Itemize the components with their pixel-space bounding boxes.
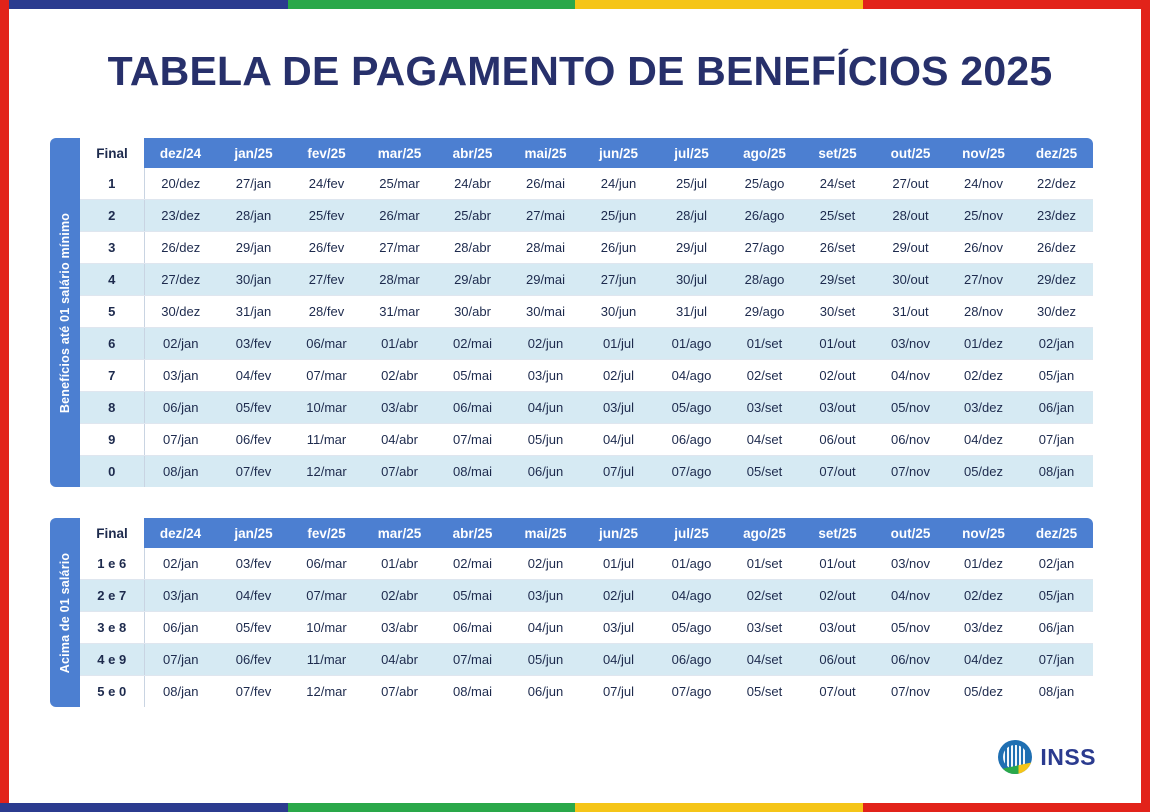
payment-date-cell: 04/fev	[217, 580, 290, 612]
payment-date-cell: 30/jun	[582, 296, 655, 328]
row-final-digit: 8	[80, 392, 144, 424]
payment-date-cell: 29/mai	[509, 264, 582, 296]
payment-date-cell: 02/jun	[509, 328, 582, 360]
payment-date-cell: 29/jul	[655, 232, 728, 264]
payment-date-cell: 25/abr	[436, 200, 509, 232]
payment-date-cell: 03/set	[728, 612, 801, 644]
payment-date-cell: 03/set	[728, 392, 801, 424]
payment-date-cell: 27/fev	[290, 264, 363, 296]
payment-date-cell: 05/ago	[655, 612, 728, 644]
payment-date-cell: 26/set	[801, 232, 874, 264]
payment-date-cell: 05/jun	[509, 424, 582, 456]
payment-date-cell: 02/jan	[1020, 548, 1093, 580]
row-final-digit: 3	[80, 232, 144, 264]
payment-date-cell: 24/nov	[947, 168, 1020, 200]
row-final-digit: 4 e 9	[80, 644, 144, 676]
row-final-digit: 1 e 6	[80, 548, 144, 580]
payment-date-cell: 01/out	[801, 548, 874, 580]
payment-date-cell: 03/jan	[144, 580, 217, 612]
payment-date-cell: 28/ago	[728, 264, 801, 296]
column-header-month: jun/25	[582, 138, 655, 168]
payment-date-cell: 08/jan	[1020, 676, 1093, 708]
payment-date-cell: 07/out	[801, 676, 874, 708]
payment-date-cell: 24/abr	[436, 168, 509, 200]
table-row	[80, 296, 1093, 328]
payment-date-cell: 07/mar	[290, 360, 363, 392]
payment-date-cell: 27/mar	[363, 232, 436, 264]
payment-date-cell: 01/out	[801, 328, 874, 360]
benefits-table-above-minimum-wage	[50, 518, 1093, 707]
payment-date-cell: 12/mar	[290, 456, 363, 488]
payment-date-cell: 27/ago	[728, 232, 801, 264]
payment-date-cell: 07/jan	[1020, 644, 1093, 676]
payment-date-cell: 01/dez	[947, 328, 1020, 360]
payment-date-cell: 31/jul	[655, 296, 728, 328]
payment-date-cell: 04/nov	[874, 580, 947, 612]
left-red-rail	[0, 0, 9, 812]
payment-date-cell: 05/nov	[874, 392, 947, 424]
column-header-month: jan/25	[217, 518, 290, 548]
table-row	[80, 200, 1093, 232]
payment-date-cell: 04/jun	[509, 612, 582, 644]
payment-date-cell: 04/abr	[363, 424, 436, 456]
row-final-digit: 9	[80, 424, 144, 456]
table-row	[80, 612, 1093, 644]
inss-wordmark: INSS	[1040, 743, 1096, 770]
table-row	[80, 392, 1093, 424]
payment-date-cell: 02/mai	[436, 548, 509, 580]
table-1-body	[80, 168, 1093, 487]
payment-date-cell: 25/set	[801, 200, 874, 232]
payment-date-cell: 08/jan	[144, 676, 217, 708]
payment-date-cell: 25/jul	[655, 168, 728, 200]
payment-date-cell: 02/jan	[144, 548, 217, 580]
payment-date-cell: 10/mar	[290, 392, 363, 424]
column-header-month: abr/25	[436, 518, 509, 548]
payment-date-cell: 06/fev	[217, 644, 290, 676]
payment-date-cell: 07/out	[801, 456, 874, 488]
payment-date-cell: 07/abr	[363, 676, 436, 708]
column-header-month: out/25	[874, 138, 947, 168]
table-row	[80, 580, 1093, 612]
payment-date-cell: 02/mai	[436, 328, 509, 360]
payment-date-cell: 01/jul	[582, 328, 655, 360]
payment-date-cell: 05/jan	[1020, 360, 1093, 392]
table-side-label-minimum-wage	[50, 138, 80, 487]
column-header-month: nov/25	[947, 518, 1020, 548]
payment-date-cell: 31/jan	[217, 296, 290, 328]
payment-date-cell: 06/out	[801, 424, 874, 456]
payment-date-cell: 03/jan	[144, 360, 217, 392]
payment-date-cell: 26/mai	[509, 168, 582, 200]
payment-date-cell: 01/set	[728, 328, 801, 360]
payment-date-cell: 03/dez	[947, 612, 1020, 644]
payment-date-cell: 02/out	[801, 580, 874, 612]
column-header-month: jun/25	[582, 518, 655, 548]
column-header-month: ago/25	[728, 138, 801, 168]
payment-date-cell: 25/ago	[728, 168, 801, 200]
payment-date-cell: 08/jan	[144, 456, 217, 488]
payment-date-cell: 03/nov	[874, 548, 947, 580]
payment-date-cell: 03/jun	[509, 580, 582, 612]
column-header-month: dez/24	[144, 518, 217, 548]
payment-date-cell: 07/jul	[582, 676, 655, 708]
payment-date-cell: 07/jan	[1020, 424, 1093, 456]
payment-date-cell: 08/mai	[436, 676, 509, 708]
payment-date-cell: 24/set	[801, 168, 874, 200]
payment-date-cell: 04/jun	[509, 392, 582, 424]
payment-date-cell: 03/jun	[509, 360, 582, 392]
payment-date-cell: 04/ago	[655, 580, 728, 612]
column-header-month: dez/25	[1020, 518, 1093, 548]
payment-date-cell: 05/fev	[217, 612, 290, 644]
table-row	[80, 456, 1093, 488]
payment-date-cell: 07/mar	[290, 580, 363, 612]
payment-date-cell: 07/nov	[874, 676, 947, 708]
payment-date-cell: 26/fev	[290, 232, 363, 264]
payment-date-cell: 04/ago	[655, 360, 728, 392]
column-header-month: mar/25	[363, 138, 436, 168]
column-header-month: abr/25	[436, 138, 509, 168]
payment-date-cell: 06/jun	[509, 676, 582, 708]
payment-date-cell: 06/nov	[874, 644, 947, 676]
color-segment-green	[288, 0, 576, 9]
color-segment-blue	[0, 0, 288, 9]
column-header-month: jan/25	[217, 138, 290, 168]
table-row	[80, 548, 1093, 580]
column-header-month: mar/25	[363, 518, 436, 548]
payment-date-cell: 26/ago	[728, 200, 801, 232]
payment-date-cell: 11/mar	[290, 424, 363, 456]
payment-date-cell: 30/jan	[217, 264, 290, 296]
payment-date-cell: 07/ago	[655, 676, 728, 708]
table-2-body	[80, 548, 1093, 707]
payment-date-cell: 27/jun	[582, 264, 655, 296]
payment-date-cell: 25/nov	[947, 200, 1020, 232]
payment-date-cell: 27/jan	[217, 168, 290, 200]
payment-date-cell: 01/abr	[363, 328, 436, 360]
payment-date-cell: 11/mar	[290, 644, 363, 676]
payment-date-cell: 28/jul	[655, 200, 728, 232]
column-header-month: dez/25	[1020, 138, 1093, 168]
payment-date-cell: 04/jul	[582, 424, 655, 456]
payment-date-cell: 31/mar	[363, 296, 436, 328]
payment-date-cell: 02/abr	[363, 360, 436, 392]
payment-date-cell: 22/dez	[1020, 168, 1093, 200]
payment-date-cell: 06/fev	[217, 424, 290, 456]
right-red-rail	[1141, 0, 1150, 812]
inss-logo	[998, 740, 1096, 774]
payment-date-cell: 27/mai	[509, 200, 582, 232]
payment-date-cell: 20/dez	[144, 168, 217, 200]
payment-date-cell: 06/mai	[436, 392, 509, 424]
payment-date-cell: 05/nov	[874, 612, 947, 644]
payment-date-cell: 05/dez	[947, 456, 1020, 488]
payment-date-cell: 02/jul	[582, 580, 655, 612]
payment-table-2	[80, 518, 1093, 707]
payment-date-cell: 28/nov	[947, 296, 1020, 328]
payment-date-cell: 06/out	[801, 644, 874, 676]
column-header-month: ago/25	[728, 518, 801, 548]
payment-date-cell: 30/dez	[1020, 296, 1093, 328]
payment-date-cell: 05/fev	[217, 392, 290, 424]
payment-date-cell: 04/set	[728, 644, 801, 676]
payment-date-cell: 02/jan	[1020, 328, 1093, 360]
payment-date-cell: 03/out	[801, 612, 874, 644]
payment-date-cell: 02/jun	[509, 548, 582, 580]
payment-date-cell: 03/jul	[582, 612, 655, 644]
payment-date-cell: 07/abr	[363, 456, 436, 488]
payment-date-cell: 30/jul	[655, 264, 728, 296]
payment-date-cell: 07/jan	[144, 644, 217, 676]
payment-date-cell: 03/fev	[217, 328, 290, 360]
payment-date-cell: 06/jan	[144, 392, 217, 424]
payment-date-cell: 05/mai	[436, 360, 509, 392]
payment-date-cell: 07/jan	[144, 424, 217, 456]
payment-date-cell: 04/fev	[217, 360, 290, 392]
payment-date-cell: 08/jan	[1020, 456, 1093, 488]
payment-date-cell: 28/mai	[509, 232, 582, 264]
payment-date-cell: 25/mar	[363, 168, 436, 200]
color-segment-blue	[0, 803, 288, 812]
table-row	[80, 360, 1093, 392]
column-header-month: jul/25	[655, 518, 728, 548]
row-final-digit: 2 e 7	[80, 580, 144, 612]
payment-date-cell: 02/out	[801, 360, 874, 392]
column-header-month: fev/25	[290, 518, 363, 548]
row-final-digit: 6	[80, 328, 144, 360]
top-color-bar	[0, 0, 1150, 9]
payment-date-cell: 02/abr	[363, 580, 436, 612]
payment-date-cell: 02/dez	[947, 360, 1020, 392]
payment-date-cell: 06/jun	[509, 456, 582, 488]
payment-date-cell: 06/mai	[436, 612, 509, 644]
table-row	[80, 168, 1093, 200]
inss-emblem-icon	[998, 740, 1032, 774]
payment-date-cell: 07/jul	[582, 456, 655, 488]
payment-date-cell: 30/dez	[144, 296, 217, 328]
payment-date-cell: 26/jun	[582, 232, 655, 264]
row-final-digit: 1	[80, 168, 144, 200]
payment-date-cell: 02/dez	[947, 580, 1020, 612]
table-2-header	[80, 518, 1093, 548]
payment-date-cell: 03/fev	[217, 548, 290, 580]
column-header-month: mai/25	[509, 138, 582, 168]
payment-date-cell: 25/jun	[582, 200, 655, 232]
payment-date-cell: 04/abr	[363, 644, 436, 676]
payment-date-cell: 01/abr	[363, 548, 436, 580]
row-final-digit: 2	[80, 200, 144, 232]
payment-date-cell: 04/dez	[947, 644, 1020, 676]
color-segment-yellow	[575, 0, 863, 9]
payment-date-cell: 08/mai	[436, 456, 509, 488]
payment-date-cell: 02/set	[728, 580, 801, 612]
column-header-month: out/25	[874, 518, 947, 548]
payment-date-cell: 06/jan	[1020, 612, 1093, 644]
payment-date-cell: 28/mar	[363, 264, 436, 296]
payment-date-cell: 03/dez	[947, 392, 1020, 424]
table-1-header	[80, 138, 1093, 168]
payment-date-cell: 31/out	[874, 296, 947, 328]
column-header-final: Final	[80, 518, 144, 548]
color-segment-red	[863, 0, 1150, 9]
payment-date-cell: 04/dez	[947, 424, 1020, 456]
payment-date-cell: 06/jan	[144, 612, 217, 644]
payment-date-cell: 03/abr	[363, 392, 436, 424]
payment-date-cell: 05/dez	[947, 676, 1020, 708]
page-title: TABELA DE PAGAMENTO DE BENEFÍCIOS 2025	[107, 48, 1053, 94]
payment-date-cell: 06/mar	[290, 548, 363, 580]
payment-date-cell: 26/dez	[144, 232, 217, 264]
payment-date-cell: 02/set	[728, 360, 801, 392]
payment-date-cell: 06/ago	[655, 424, 728, 456]
payment-date-cell: 28/out	[874, 200, 947, 232]
payment-date-cell: 26/mar	[363, 200, 436, 232]
payment-date-cell: 06/jan	[1020, 392, 1093, 424]
table-header-row	[80, 518, 1093, 548]
payment-date-cell: 30/set	[801, 296, 874, 328]
payment-date-cell: 30/out	[874, 264, 947, 296]
payment-date-cell: 23/dez	[1020, 200, 1093, 232]
column-header-month: mai/25	[509, 518, 582, 548]
payment-date-cell: 24/jun	[582, 168, 655, 200]
color-segment-green	[288, 803, 576, 812]
table-row	[80, 232, 1093, 264]
payment-date-cell: 05/jun	[509, 644, 582, 676]
table-row	[80, 328, 1093, 360]
row-final-digit: 3 e 8	[80, 612, 144, 644]
payment-date-cell: 29/out	[874, 232, 947, 264]
row-final-digit: 0	[80, 456, 144, 488]
row-final-digit: 4	[80, 264, 144, 296]
payment-date-cell: 29/set	[801, 264, 874, 296]
payment-date-cell: 01/ago	[655, 328, 728, 360]
payment-date-cell: 07/mai	[436, 644, 509, 676]
payment-date-cell: 05/set	[728, 456, 801, 488]
payment-date-cell: 07/fev	[217, 456, 290, 488]
payment-date-cell: 28/fev	[290, 296, 363, 328]
payment-date-cell: 12/mar	[290, 676, 363, 708]
payment-date-cell: 23/dez	[144, 200, 217, 232]
payment-date-cell: 05/mai	[436, 580, 509, 612]
side-label-text: Benefícios até 01 salário mínimo	[58, 212, 72, 413]
row-final-digit: 7	[80, 360, 144, 392]
payment-date-cell: 27/dez	[144, 264, 217, 296]
color-segment-red	[863, 803, 1150, 812]
payment-date-cell: 01/jul	[582, 548, 655, 580]
payment-date-cell: 29/ago	[728, 296, 801, 328]
row-final-digit: 5 e 0	[80, 676, 144, 708]
payment-date-cell: 27/nov	[947, 264, 1020, 296]
payment-date-cell: 28/jan	[217, 200, 290, 232]
table-row	[80, 644, 1093, 676]
payment-date-cell: 28/abr	[436, 232, 509, 264]
table-row	[80, 264, 1093, 296]
payment-date-cell: 29/jan	[217, 232, 290, 264]
payment-date-cell: 03/abr	[363, 612, 436, 644]
column-header-month: nov/25	[947, 138, 1020, 168]
bottom-color-bar	[0, 803, 1150, 812]
payment-date-cell: 06/ago	[655, 644, 728, 676]
table-header-row	[80, 138, 1093, 168]
payment-date-cell: 03/nov	[874, 328, 947, 360]
payment-date-cell: 01/dez	[947, 548, 1020, 580]
row-final-digit: 5	[80, 296, 144, 328]
payment-date-cell: 07/ago	[655, 456, 728, 488]
payment-date-cell: 05/set	[728, 676, 801, 708]
payment-date-cell: 04/nov	[874, 360, 947, 392]
payment-date-cell: 02/jan	[144, 328, 217, 360]
column-header-month: set/25	[801, 518, 874, 548]
payment-date-cell: 01/ago	[655, 548, 728, 580]
column-header-final: Final	[80, 138, 144, 168]
payment-date-cell: 05/ago	[655, 392, 728, 424]
payment-date-cell: 29/dez	[1020, 264, 1093, 296]
payment-date-cell: 04/set	[728, 424, 801, 456]
table-row	[80, 424, 1093, 456]
column-header-month: set/25	[801, 138, 874, 168]
payment-date-cell: 06/nov	[874, 424, 947, 456]
payment-date-cell: 03/jul	[582, 392, 655, 424]
payment-date-cell: 01/set	[728, 548, 801, 580]
payment-date-cell: 26/dez	[1020, 232, 1093, 264]
table-row	[80, 676, 1093, 708]
payment-date-cell: 30/mai	[509, 296, 582, 328]
payment-date-cell: 07/mai	[436, 424, 509, 456]
payment-date-cell: 10/mar	[290, 612, 363, 644]
payment-date-cell: 26/nov	[947, 232, 1020, 264]
payment-date-cell: 07/nov	[874, 456, 947, 488]
payment-date-cell: 29/abr	[436, 264, 509, 296]
payment-table-1	[80, 138, 1093, 487]
payment-date-cell: 27/out	[874, 168, 947, 200]
color-segment-yellow	[575, 803, 863, 812]
column-header-month: fev/25	[290, 138, 363, 168]
payment-date-cell: 02/jul	[582, 360, 655, 392]
payment-date-cell: 24/fev	[290, 168, 363, 200]
payment-date-cell: 30/abr	[436, 296, 509, 328]
payment-date-cell: 03/out	[801, 392, 874, 424]
payment-date-cell: 07/fev	[217, 676, 290, 708]
benefits-table-minimum-wage	[50, 138, 1093, 487]
payment-date-cell: 05/jan	[1020, 580, 1093, 612]
side-label-text: Acima de 01 salário	[58, 552, 72, 673]
payment-date-cell: 25/fev	[290, 200, 363, 232]
column-header-month: jul/25	[655, 138, 728, 168]
payment-date-cell: 06/mar	[290, 328, 363, 360]
table-side-label-above-wage	[50, 518, 80, 707]
column-header-month: dez/24	[144, 138, 217, 168]
payment-date-cell: 04/jul	[582, 644, 655, 676]
